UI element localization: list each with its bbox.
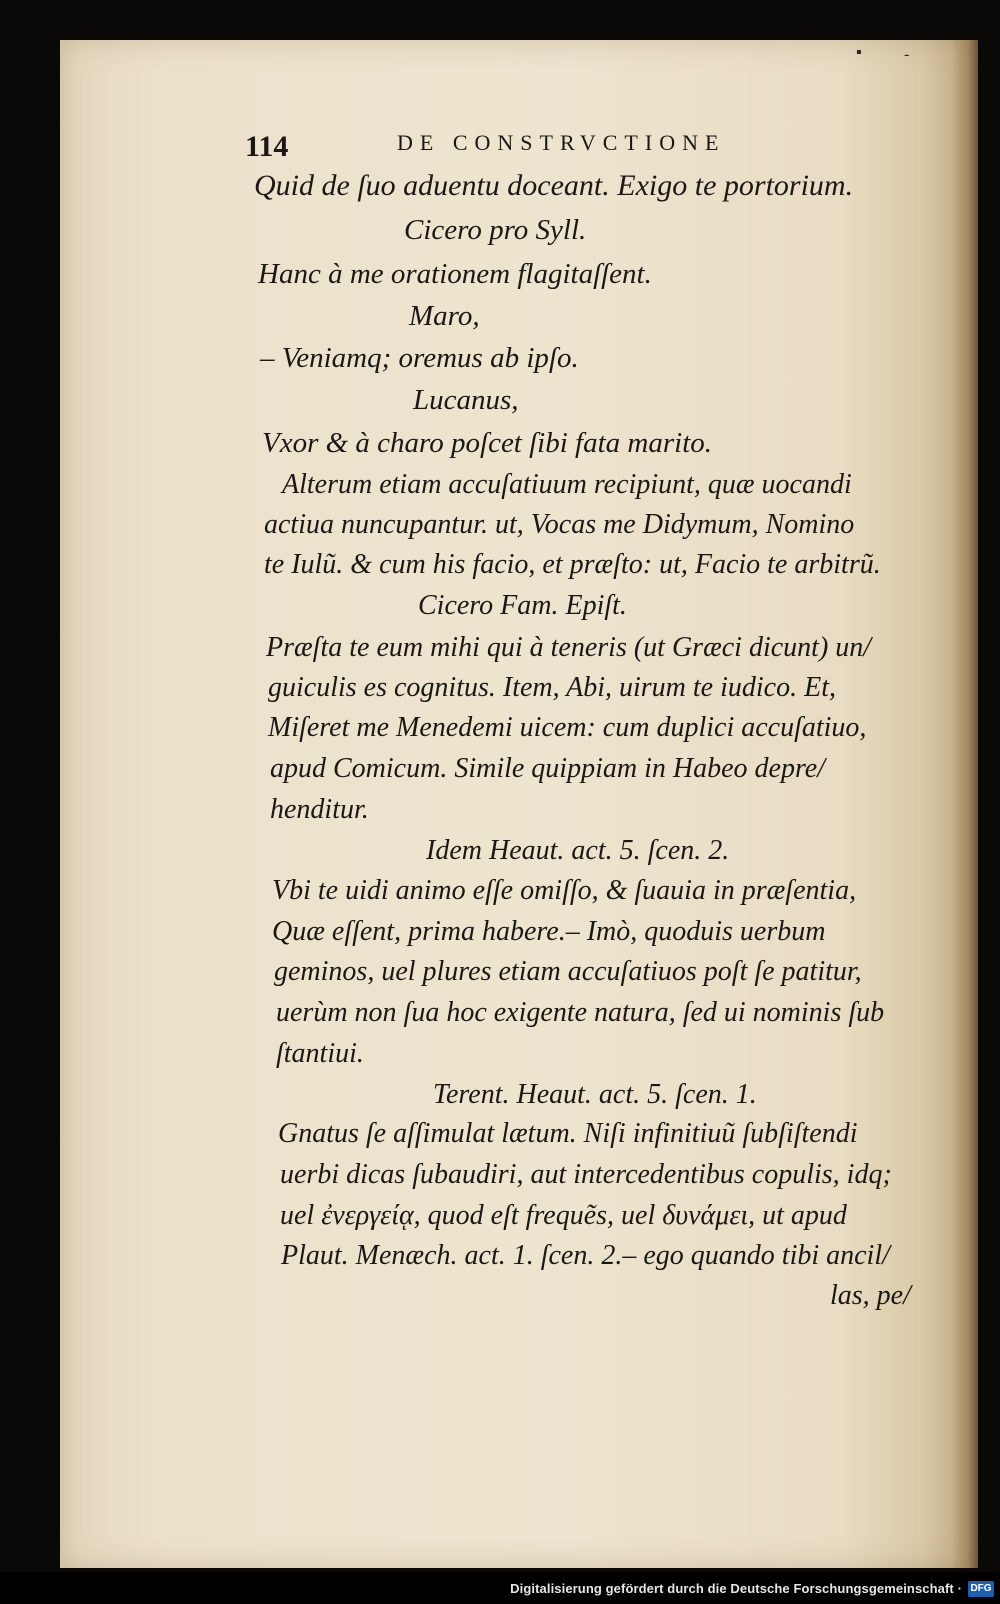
text-line: Præſta te eum mihi qui à teneris (ut Græci dicunt) un/ bbox=[266, 632, 872, 663]
text-line: te Iulũ. & cum his facio, et præſto: ut, Facio te arbitrũ. bbox=[264, 549, 881, 580]
dfg-logo: DFG bbox=[968, 1581, 994, 1597]
text-line: Hanc à me orationem flagitaſſent. bbox=[258, 258, 652, 290]
text-line: Vxor & à charo poſcet ſibi fata marito. bbox=[262, 427, 712, 459]
text-line: apud Comicum. Simile quippiam in Habeo depre/ bbox=[270, 753, 826, 784]
text-line: uerùm non ſua hoc exigente natura, ſed ui nominis ſub bbox=[276, 997, 885, 1028]
running-head: DE CONSTRVCTIONE bbox=[397, 130, 726, 155]
text-line: uel ἐνεργείᾳ, quod eſt frequẽs, uel δυνάμει, ut apud bbox=[280, 1200, 847, 1231]
text-line: Plaut. Menæch. act. 1. ſcen. 2.– ego quando tibi ancil/ bbox=[281, 1240, 890, 1271]
text-line: Alterum etiam accuſatiuum recipiunt, quæ uocandi bbox=[282, 469, 852, 500]
catchword: las, pe/ bbox=[830, 1280, 911, 1311]
text-line: uerbi dicas ſubaudiri, aut intercedentibus copulis, idq; bbox=[280, 1159, 892, 1190]
text-line: guiculis es cognitus. Item, Abi, uirum te iudico. Et, bbox=[268, 672, 836, 703]
text-line: Quid de ſuo aduentu doceant. Exigo te portorium. bbox=[254, 169, 854, 202]
text-line: actiua nuncupantur. ut, Vocas me Didymum, Nomino bbox=[264, 509, 855, 540]
text-line: henditur. bbox=[270, 794, 369, 825]
text-line: ſtantiui. bbox=[276, 1038, 364, 1069]
text-line: Quæ eſſent, prima habere.– Imò, quoduis uerbum bbox=[272, 916, 826, 947]
text-line: geminos, uel plures etiam accuſatiuos poſt ſe patitur, bbox=[274, 956, 862, 987]
text-line: Miſeret me Menedemi uicem: cum duplici accuſatiuo, bbox=[268, 712, 867, 743]
citation-line: Maro, bbox=[409, 300, 480, 332]
citation-line: Terent. Heaut. act. 5. ſcen. 1. bbox=[433, 1079, 757, 1110]
citation-line: Lucanus, bbox=[413, 384, 519, 416]
funding-credit: Digitalisierung gefördert durch die Deutsche Forschungsgemeinschaft · bbox=[510, 1581, 962, 1596]
page-edge-shadow bbox=[952, 40, 978, 1568]
margin-smudge: ▪ bbox=[856, 44, 862, 61]
footer-bar bbox=[0, 1572, 1000, 1604]
text-line: – Veniamq; oremus ab ipſo. bbox=[260, 342, 579, 374]
margin-smudge: - bbox=[904, 46, 910, 63]
text-line: Vbi te uidi animo eſſe omiſſo, & ſuauia in præſentia, bbox=[272, 875, 857, 906]
citation-line: Cicero pro Syll. bbox=[404, 214, 587, 246]
page-number: 114 bbox=[245, 130, 289, 163]
text-line: Gnatus ſe aſſimulat lætum. Niſi infinitiuũ ſubſiſtendi bbox=[278, 1118, 858, 1149]
citation-line: Idem Heaut. act. 5. ſcen. 2. bbox=[426, 835, 730, 866]
citation-line: Cicero Fam. Epiſt. bbox=[418, 590, 627, 621]
